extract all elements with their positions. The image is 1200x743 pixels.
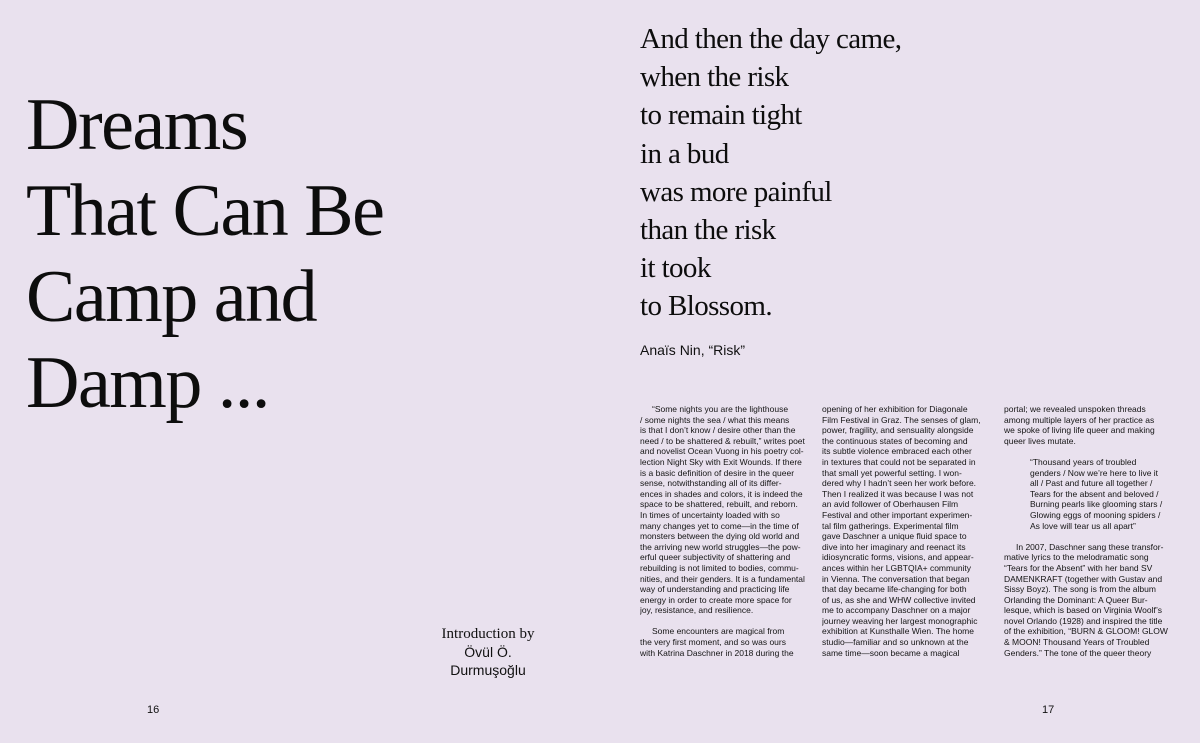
body-text-line: / some nights the sea / what this means bbox=[640, 414, 790, 425]
body-text-line: its subtle violence embraced each other bbox=[822, 446, 972, 457]
epigraph-line: to Blossom. bbox=[640, 290, 772, 323]
body-text-line: lesque, which is based on Virginia Woolf’s bbox=[1004, 605, 1162, 616]
body-text-line: “Thousand years of troubled bbox=[1030, 456, 1137, 467]
body-text-line: dered why I hadn’t seen her work before. bbox=[822, 478, 977, 489]
paragraph-gap bbox=[1004, 446, 1180, 457]
body-text-line: we spoke of living life queer and making bbox=[1004, 425, 1155, 436]
paragraph-gap bbox=[1004, 531, 1180, 542]
page-number-right: 17 bbox=[1042, 704, 1055, 716]
author-name: Övül Ö. bbox=[464, 644, 512, 660]
epigraph-line: And then the day came, bbox=[640, 23, 902, 55]
body-text-line: Sissy Boyz). The song is from the album bbox=[1004, 584, 1156, 595]
body-text-line: me to accompany Daschner on a major bbox=[822, 605, 971, 616]
body-text-line: genders / Now we’re here to live it bbox=[1030, 467, 1159, 478]
body-text-line: exhibition at Kunsthalle Wien. The home bbox=[822, 626, 974, 637]
body-text-line: that day became life-changing for both bbox=[822, 584, 967, 595]
body-text-line: in Vienna. The conversation that began bbox=[822, 573, 970, 584]
body-text-line: the continuous states of becoming and bbox=[822, 435, 968, 446]
epigraph-line: when the risk bbox=[640, 61, 789, 94]
body-text-line: erful queer subjectivity of shattering and bbox=[640, 552, 791, 563]
title-line: Damp ... bbox=[26, 342, 269, 424]
body-column-3 bbox=[1004, 404, 1180, 658]
body-text-line: and novelist Ocean Vuong in his poetry col- bbox=[640, 446, 804, 457]
body-text-line: As love will tear us all apart” bbox=[1030, 520, 1136, 531]
body-text-line: monsters between the dying old world and bbox=[640, 531, 800, 542]
body-text-line: among multiple layers of her practice as bbox=[1004, 414, 1155, 425]
paragraph-gap bbox=[640, 616, 812, 627]
title-line: Camp and bbox=[26, 256, 317, 338]
body-text-line: the arriving new world struggles—the pow- bbox=[640, 541, 801, 552]
body-text-line: power, fragility, and sensuality alongside bbox=[822, 425, 974, 436]
body-text-line: journey weaving her largest monographic bbox=[822, 615, 978, 626]
body-text-line: In times of uncertainty loaded with so bbox=[640, 509, 780, 520]
author-name: Durmuşoğlu bbox=[450, 662, 526, 678]
body-text-line: opening of her exhibition for Diagonale bbox=[822, 404, 968, 414]
body-text-line: Tears for the absent and beloved / bbox=[1030, 488, 1159, 499]
body-text-line: Genders.” The tone of the queer theory bbox=[1004, 647, 1152, 658]
body-text-line: is that I don’t know / desire other than the bbox=[640, 425, 796, 436]
epigraph-line: in a bud bbox=[640, 137, 729, 170]
body-text-line: novel Orlando (1928) and inspired the title bbox=[1004, 615, 1163, 626]
body-text-line: Burning pearls like glooming stars / bbox=[1030, 499, 1163, 510]
body-text-line: joy, resistance, and resilience. bbox=[640, 605, 754, 616]
body-text-line: of us, as she and WHW collective invited bbox=[822, 594, 976, 605]
body-text-line: studio—familiar and so unknown at the bbox=[822, 637, 969, 648]
body-text-line: same time—soon became a magical bbox=[822, 647, 960, 658]
epigraph-line: was more painful bbox=[640, 175, 832, 208]
epigraph-line: than the risk bbox=[640, 214, 776, 247]
body-text-line: ences in shades and colors, it is indeed the bbox=[640, 488, 803, 499]
byline-label: Introduction by bbox=[441, 626, 535, 642]
body-text-line: space to be shattered, rebuilt, and reborn. bbox=[640, 499, 798, 510]
body-text-line: is a basic definition of desire in the queer bbox=[640, 467, 795, 478]
body-column-1 bbox=[640, 404, 812, 658]
body-text-line: an avid follower of Oberhausen Film bbox=[822, 499, 959, 510]
body-text-line: “Some nights you are the lighthouse bbox=[652, 404, 789, 414]
body-text-line: Then I realized it was because I was not bbox=[822, 488, 974, 499]
body-text-line: way of understanding and practicing life bbox=[640, 584, 790, 595]
body-text-line: lection Night Sky with Exit Wounds. If there bbox=[640, 456, 802, 467]
byline bbox=[412, 625, 564, 679]
body-text-line: Some encounters are magical from bbox=[652, 626, 785, 637]
body-text-line: mative lyrics to the melodramatic song bbox=[1004, 552, 1149, 563]
body-text-line: with Katrina Daschner in 2018 during the bbox=[640, 647, 794, 658]
body-text-line: & MOON! Thousand Years of Troubled bbox=[1004, 637, 1150, 648]
body-text-line: need / to be shattered & rebuilt,” writes poet bbox=[640, 435, 805, 446]
body-text-line: queer lives mutate. bbox=[1004, 435, 1076, 446]
body-text-line: idiosyncratic forms, visions, and appear- bbox=[822, 552, 974, 563]
body-text-line: Orlanding the Dominant: A Queer Bur- bbox=[1004, 594, 1148, 605]
body-text-line: energy in order to create more space for bbox=[640, 594, 792, 605]
body-text-line: ances within her LGBTQIA+ community bbox=[822, 562, 972, 573]
epigraph-attribution: Anaïs Nin, “Risk” bbox=[640, 342, 746, 358]
epigraph-line: to remain tight bbox=[640, 99, 802, 132]
body-text-line: nities, and their genders. It is a fundamental bbox=[640, 573, 805, 584]
body-text-line: dive into her imaginary and reenact its bbox=[822, 541, 966, 552]
body-column-2 bbox=[822, 404, 994, 658]
body-text-line: portal; we revealed unspoken threads bbox=[1004, 404, 1146, 414]
body-text-line: all / Past and future all together / bbox=[1030, 478, 1153, 489]
body-text-line: sense, notwithstanding all of its differ- bbox=[640, 478, 782, 489]
body-text-line: that small yet powerful setting. I won- bbox=[822, 467, 962, 478]
body-text-line: “Tears for the Absent” with her band SV bbox=[1004, 562, 1153, 573]
body-text-line: of the exhibition, “BURN & GLOOM! GLOW bbox=[1004, 626, 1168, 637]
body-text-line: Film Festival in Graz. The senses of glam, bbox=[822, 414, 981, 425]
body-text-line: Festival and other important experimen- bbox=[822, 509, 973, 520]
body-text-line: in textures that could not be separated in bbox=[822, 456, 976, 467]
epigraph-line: it took bbox=[640, 252, 711, 285]
body-text-line: In 2007, Daschner sang these transfor- bbox=[1016, 541, 1164, 552]
title-line: Dreams bbox=[26, 84, 248, 166]
body-text-line: tal film gatherings. Experimental film bbox=[822, 520, 959, 531]
body-text-line: Glowing eggs of mooning spiders / bbox=[1030, 509, 1161, 520]
body-text-line: gave Daschner a unique fluid space to bbox=[822, 531, 967, 542]
epigraph bbox=[640, 20, 1060, 326]
page-number-left: 16 bbox=[147, 704, 160, 716]
body-text-line: DAMENKRAFT (together with Gustav and bbox=[1004, 573, 1163, 584]
body-text-line: the very first moment, and so was ours bbox=[640, 637, 786, 648]
body-text-line: rebuilding is not limited to bodies, commu- bbox=[640, 562, 799, 573]
title-line: That Can Be bbox=[26, 170, 384, 252]
body-text-line: many changes yet to come—in the time of bbox=[640, 520, 799, 531]
article-title bbox=[26, 82, 446, 426]
